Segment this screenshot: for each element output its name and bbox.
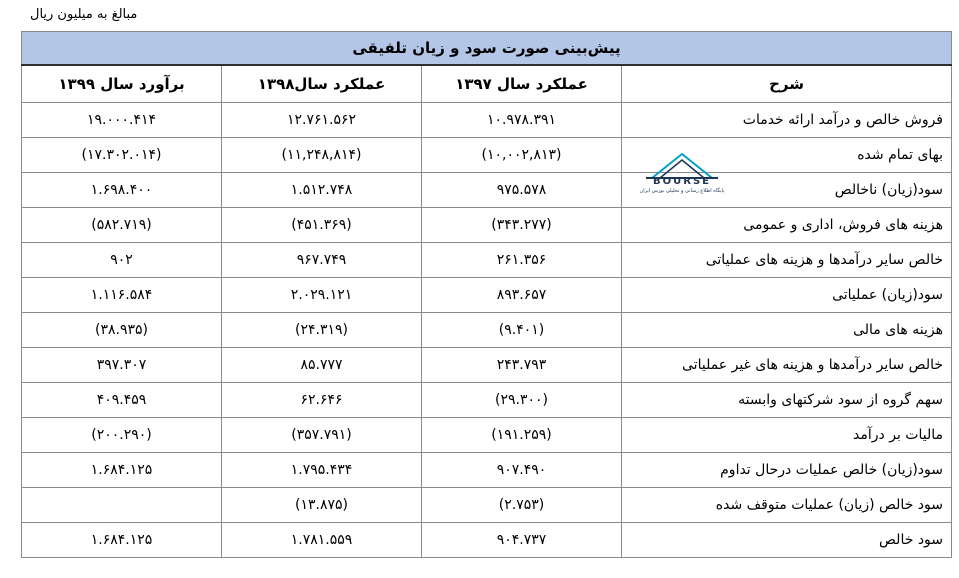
table-row (22, 103, 952, 138)
row-description: بهای تمام شده (622, 138, 952, 173)
cell-1398: ۶۲.۶۴۶ (222, 383, 422, 418)
cell-1398: ۲.۰۲۹.۱۲۱ (222, 278, 422, 313)
table-row (22, 383, 952, 418)
cell-1397: ۲۴۳.۷۹۳ (422, 348, 622, 383)
cell-1399: ۱۹.۰۰۰.۴۱۴ (22, 103, 222, 138)
row-description: سهم گروه از سود شرکتهای وابسته (622, 383, 952, 418)
cell-1398: ۱۲.۷۶۱.۵۶۲ (222, 103, 422, 138)
row-description: سود خالص (زیان) عملیات متوقف شده (622, 488, 952, 523)
header-1398: عملکرد سال۱۳۹۸ (222, 65, 422, 103)
logo-tagline: پایگاه اطلاع رسانی و تحلیلی بورس ایران (639, 188, 725, 194)
cell-1397: ۹۷۵.۵۷۸ (422, 173, 622, 208)
table-row (22, 348, 952, 383)
table-title: پیش‌بینی صورت سود و زیان تلفیقی (22, 32, 952, 66)
cell-1399: ۹۰۲ (22, 243, 222, 278)
cell-1398: (۲۴.۳۱۹) (222, 313, 422, 348)
cell-1398: (۳۵۷.۷۹۱) (222, 418, 422, 453)
row-description: فروش خالص و درآمد ارائه خدمات (622, 103, 952, 138)
table-row (22, 138, 952, 173)
header-1399: برآورد سال ۱۳۹۹ (22, 65, 222, 103)
units-note: مبالغ به میلیون ریال (30, 7, 138, 22)
cell-1399: ۳۹۷.۳۰۷ (22, 348, 222, 383)
row-description: هزینه های مالی (622, 313, 952, 348)
row-description: سود(زیان) ناخالص (622, 173, 952, 208)
cell-1399 (22, 488, 222, 523)
cell-1398: ۱.۷۸۱.۵۵۹ (222, 523, 422, 558)
row-description: سود(زیان) عملیاتی (622, 278, 952, 313)
cell-1399: (۲۰۰.۲۹۰) (22, 418, 222, 453)
cell-1399: ۱.۱۱۶.۵۸۴ (22, 278, 222, 313)
row-description: خالص سایر درآمدها و هزینه های عملیاتی (622, 243, 952, 278)
cell-1397: ۲۶۱.۳۵۶ (422, 243, 622, 278)
cell-1398: ۹۶۷.۷۴۹ (222, 243, 422, 278)
cell-1397: (۱۰,۰۰۲,۸۱۳) (422, 138, 622, 173)
cell-1397: (۳۴۳.۲۷۷) (422, 208, 622, 243)
table-row (22, 173, 952, 208)
cell-1399: ۱.۶۸۴.۱۲۵ (22, 453, 222, 488)
cell-1398: ۸۵.۷۷۷ (222, 348, 422, 383)
cell-1397: (۲۹.۳۰۰) (422, 383, 622, 418)
cell-1399: (۵۸۲.۷۱۹) (22, 208, 222, 243)
header-description: شرح (622, 65, 952, 103)
cell-1397: (۹.۴۰۱) (422, 313, 622, 348)
row-description: مالیات بر درآمد (622, 418, 952, 453)
table-row (22, 313, 952, 348)
cell-1397: (۲.۷۵۳) (422, 488, 622, 523)
row-description: هزینه های فروش، اداری و عمومی (622, 208, 952, 243)
cell-1398: ۱.۵۱۲.۷۴۸ (222, 173, 422, 208)
cell-1398: (۴۵۱.۳۶۹) (222, 208, 422, 243)
cell-1397: ۸۹۳.۶۵۷ (422, 278, 622, 313)
cell-1399: ۴۰۹.۴۵۹ (22, 383, 222, 418)
logo-wordmark: BOURSE (653, 176, 711, 187)
cell-1399: ۱.۶۸۴.۱۲۵ (22, 523, 222, 558)
cell-1399: ۱.۶۹۸.۴۰۰ (22, 173, 222, 208)
table-row (22, 488, 952, 523)
row-description: سود خالص (622, 523, 952, 558)
header-1397: عملکرد سال ۱۳۹۷ (422, 65, 622, 103)
cell-1398: (۱۱,۲۴۸,۸۱۴) (222, 138, 422, 173)
cell-1397: (۱۹۱.۲۵۹) (422, 418, 622, 453)
income-statement-table (21, 31, 952, 558)
cell-1397: ۹۰۷.۴۹۰ (422, 453, 622, 488)
cell-1399: (۳۸.۹۳۵) (22, 313, 222, 348)
cell-1399: (۱۷.۳۰۲.۰۱۴) (22, 138, 222, 173)
table-row (22, 243, 952, 278)
header-row (22, 65, 952, 103)
table-title-row (22, 32, 952, 66)
table-row (22, 418, 952, 453)
cell-1398: (۱۳.۸۷۵) (222, 488, 422, 523)
cell-1397: ۱۰.۹۷۸.۳۹۱ (422, 103, 622, 138)
cell-1397: ۹۰۴.۷۳۷ (422, 523, 622, 558)
row-description: سود(زیان) خالص عملیات درحال تداوم (622, 453, 952, 488)
cell-1398: ۱.۷۹۵.۴۳۴ (222, 453, 422, 488)
table-body (22, 103, 952, 558)
row-description: خالص سایر درآمدها و هزینه های غیر عملیاتی (622, 348, 952, 383)
table-row (22, 278, 952, 313)
table-row (22, 453, 952, 488)
table-row (22, 523, 952, 558)
table-row (22, 208, 952, 243)
bourse-logo (632, 150, 732, 196)
